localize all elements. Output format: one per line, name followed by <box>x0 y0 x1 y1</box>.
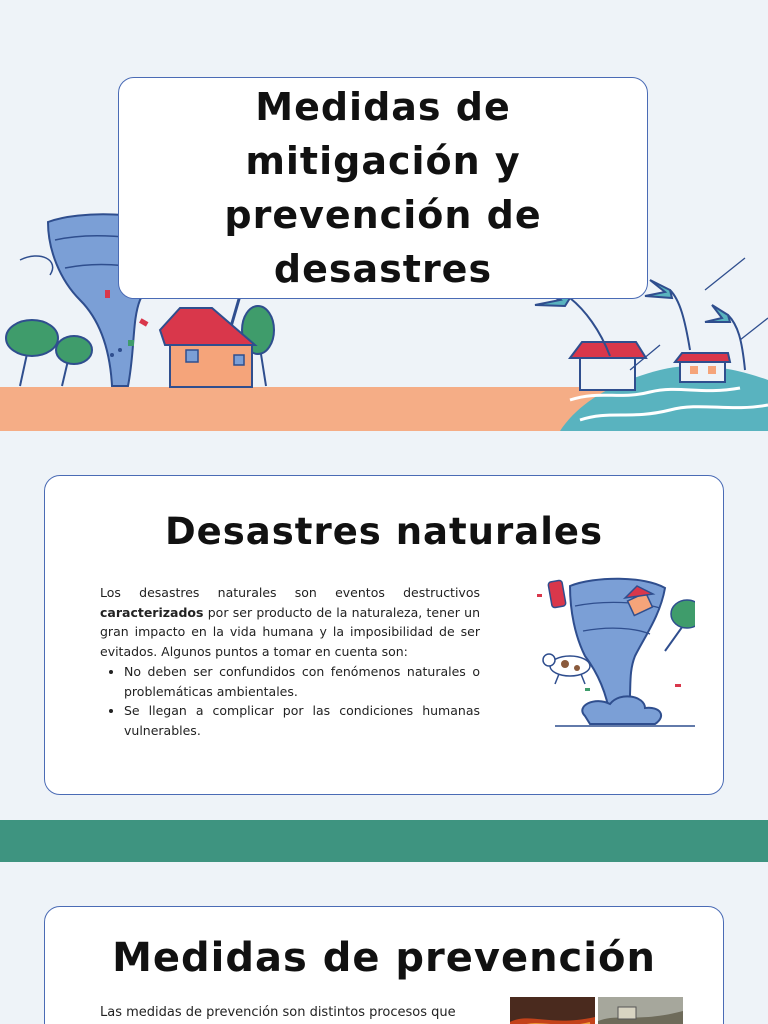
cow-icon <box>543 654 590 684</box>
landslide-photo <box>598 997 683 1024</box>
lava-photo <box>510 997 595 1024</box>
bullet-list <box>100 662 480 741</box>
slide-heading: Medidas de prevención <box>112 935 656 981</box>
list-item: • No deben ser confundidos con fenómenos naturales o problemáticas ambientales. <box>124 662 480 701</box>
bold-term: caracterizados <box>100 604 204 620</box>
section-divider-band <box>0 820 768 862</box>
slide-title: Medidas de mitigación y prevención de desastres <box>224 85 542 291</box>
car-icon <box>548 580 566 608</box>
prevention-slide <box>0 862 768 1024</box>
content-card <box>44 906 724 1024</box>
title-card <box>118 77 648 299</box>
list-item: • Se llegan a complicar por las condiciones humanas vulnerables. <box>124 701 480 740</box>
content-card <box>44 475 724 795</box>
intro-paragraph: Las medidas de prevención son distintos procesos que <box>100 1005 456 1020</box>
title-slide <box>0 0 768 431</box>
tornado-illustration <box>515 576 695 736</box>
tree-icon <box>665 600 695 651</box>
house-icon <box>160 308 255 387</box>
intro-paragraph: Los desastres naturales son eventos destructivos caracterizados por ser producto de la naturaleza, tener un gran impacto en la vida humana y la imposibilidad de ser evitados. Algunos puntos a tomar en cuenta son: <box>100 585 480 660</box>
slide-heading: Desastres naturales <box>164 510 604 553</box>
natural-disasters-slide <box>0 431 768 820</box>
body-text <box>100 583 480 741</box>
